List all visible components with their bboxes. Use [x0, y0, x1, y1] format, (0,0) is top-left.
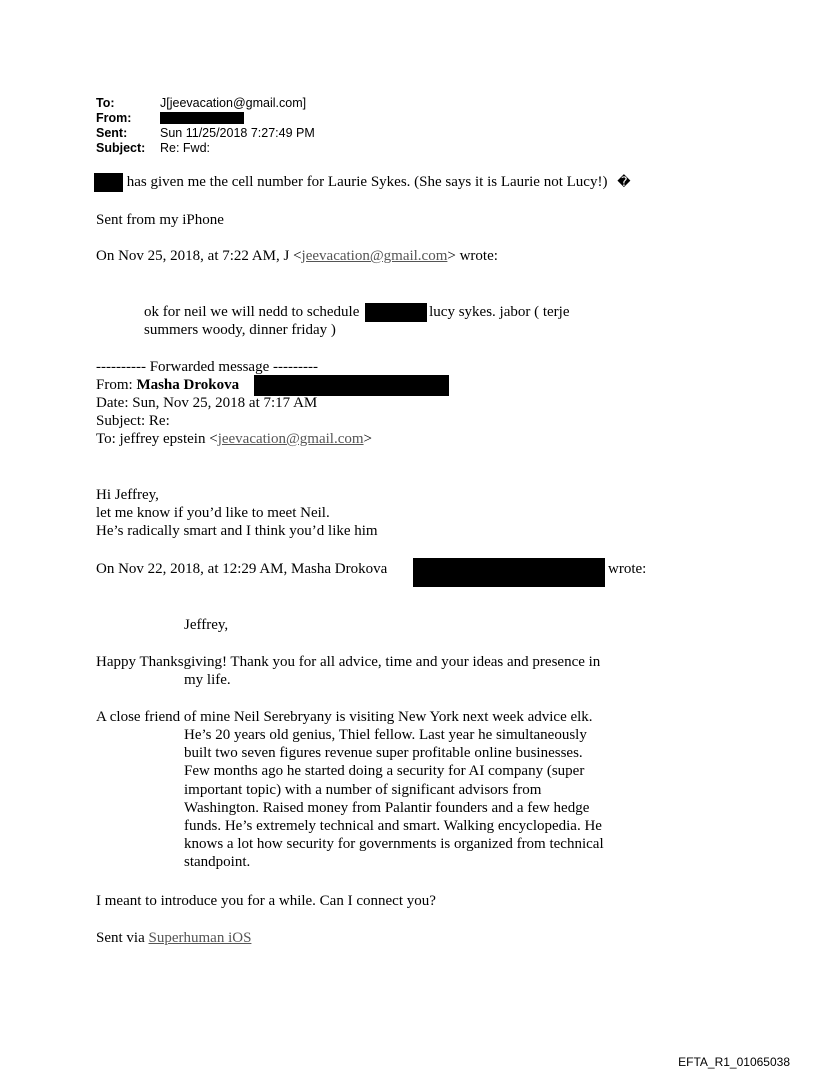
- email-link[interactable]: jeevacation@gmail.com: [301, 248, 448, 264]
- forward-from-label: From:: [96, 377, 137, 393]
- salutation: Jeffrey,: [184, 617, 229, 633]
- forward-from: [96, 376, 239, 394]
- body-line: Happy Thanksgiving! Thank you for all advice, time and your ideas and presence in: [96, 654, 601, 670]
- message-first-line: [94, 173, 631, 192]
- sent-from-signature: Sent from my iPhone: [96, 212, 224, 228]
- reply-text: lucy sykes. jabor ( terje: [429, 304, 570, 320]
- body-line: my life.: [184, 672, 231, 688]
- sent-label: Sent:: [96, 126, 128, 140]
- replacement-character-icon: �: [617, 175, 631, 190]
- body-line: He’s 20 years old genius, Thiel fellow. Last year he simultaneously: [184, 727, 587, 743]
- sent-value: Sun 11/25/2018 7:27:49 PM: [160, 126, 315, 140]
- redaction-box: [413, 558, 605, 587]
- body-line: funds. He’s extremely technical and smart. Walking encyclopedia. He: [184, 818, 602, 835]
- body-line: Washington. Raised money from Palantir founders and a few hedge: [184, 799, 590, 816]
- body-line: built two seven figures revenue super profitable online businesses.: [184, 745, 583, 762]
- document-id: EFTA_R1_01065038: [678, 1055, 790, 1069]
- forward-from-name: Masha Drokova: [136, 377, 240, 393]
- body-line: He’s radically smart and I think you’d like him: [96, 523, 378, 539]
- forward-divider: ---------- Forwarded message ---------: [96, 359, 318, 375]
- redaction-box: [160, 112, 244, 124]
- subject-label: Subject:: [96, 141, 146, 155]
- forward-to: [96, 430, 372, 448]
- body-line: standpoint.: [184, 854, 251, 871]
- reply-line-2: summers woody, dinner friday ): [144, 322, 336, 338]
- to-value: J[jeevacation@gmail.com]: [160, 96, 307, 110]
- quote-header-prefix: On Nov 25, 2018, at 7:22 AM, J <: [96, 248, 302, 264]
- body-line: I meant to introduce you for a while. Can I connect you?: [96, 893, 436, 909]
- reply-text: ok for neil we will nedd to schedule: [144, 304, 360, 320]
- quote-header-1: [96, 247, 498, 265]
- quote-header-suffix: wrote:: [608, 561, 647, 577]
- from-label: From:: [96, 111, 132, 125]
- email-link[interactable]: jeevacation@gmail.com: [217, 431, 364, 447]
- sent-via-signature: [96, 929, 251, 947]
- sent-via-label: Sent via: [96, 930, 149, 946]
- superhuman-link[interactable]: Superhuman iOS: [148, 930, 252, 946]
- message-line-text: has given me the cell number for Laurie Sykes. (She says it is Laurie not Lucy!): [126, 174, 608, 190]
- forward-to-suffix: >: [363, 431, 372, 447]
- quote-header-2: On Nov 22, 2018, at 12:29 AM, Masha Drokova: [96, 561, 388, 577]
- body-line: A close friend of mine Neil Serebryany is visiting New York next week advice elk.: [96, 709, 593, 725]
- reply-line-1: [144, 303, 570, 322]
- email-header: [96, 96, 315, 156]
- quote-header-suffix: > wrote:: [447, 248, 498, 264]
- forward-subject: Subject: Re:: [96, 413, 170, 429]
- body-line: Few months ago he started doing a security for AI company (super: [184, 763, 585, 780]
- greeting: Hi Jeffrey,: [96, 487, 159, 503]
- redaction-box: [365, 303, 427, 322]
- indented-paragraph: [184, 726, 644, 872]
- forward-to-prefix: To: jeffrey epstein <: [96, 431, 218, 447]
- body-line: knows a lot how security for governments is organized from technical: [184, 836, 604, 853]
- subject-value: Re: Fwd:: [160, 141, 211, 155]
- redaction-box: [94, 173, 123, 192]
- body-line: let me know if you’d like to meet Neil.: [96, 505, 330, 521]
- forward-date: Date: Sun, Nov 25, 2018 at 7:17 AM: [96, 395, 318, 411]
- body-line: important topic) with a number of significant advisors from: [184, 781, 542, 798]
- to-label: To:: [96, 96, 115, 110]
- redaction-box: [254, 375, 449, 396]
